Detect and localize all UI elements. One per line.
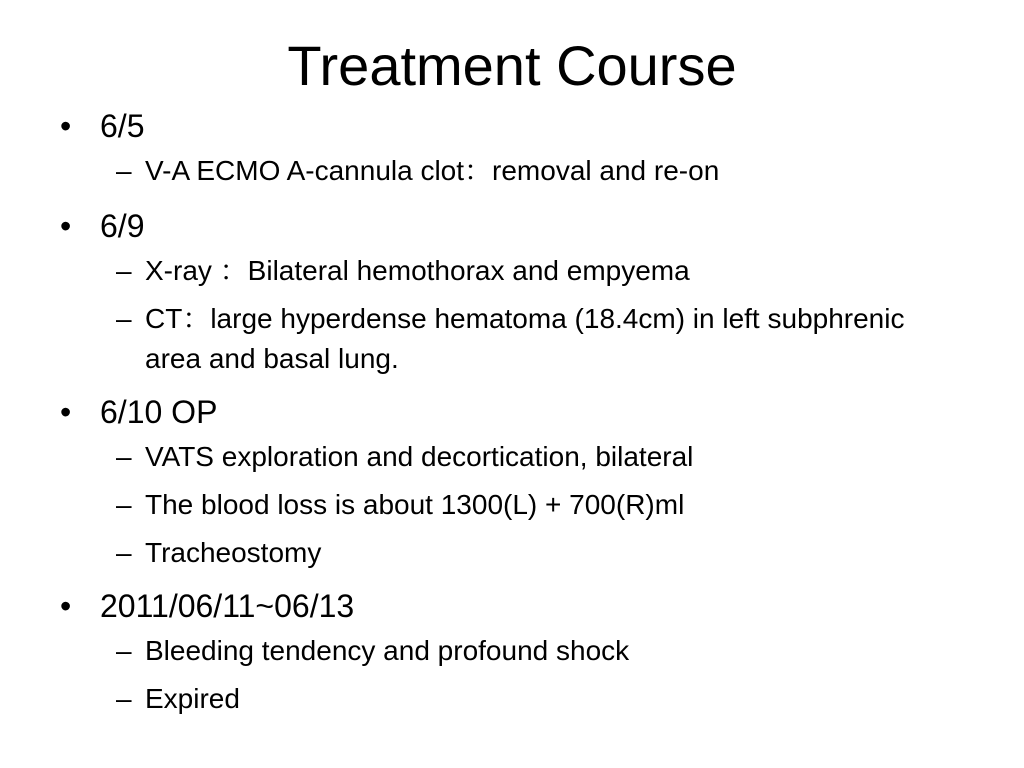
bullet-label: 2011/06/11~06/13 (100, 588, 355, 624)
bullet-label: 6/10 OP (100, 394, 218, 430)
sub-bullet-item (60, 151, 905, 191)
bullet-group-6-5 (60, 103, 960, 191)
sub-bullet-marker: – (116, 255, 132, 286)
sub-bullet-item (60, 251, 905, 291)
sub-bullet-item (60, 485, 905, 525)
sub-bullet-item (60, 437, 905, 477)
bullet-item (60, 103, 960, 149)
bullet-marker: • (60, 588, 72, 624)
sub-bullet-item (60, 631, 905, 671)
sub-bullet-marker: – (116, 635, 132, 666)
bullet-label: 6/5 (100, 108, 145, 144)
bullet-item (60, 583, 960, 629)
sub-bullet-item (60, 679, 905, 719)
sub-bullet-marker: – (116, 683, 132, 714)
sub-bullet-text: VATS exploration and decortication, bilateral (145, 441, 694, 472)
sub-bullet-text: Tracheostomy (145, 537, 322, 568)
bullet-marker: • (60, 394, 72, 430)
sub-bullet-text: CT：large hyperdense hematoma (18.4cm) in left subphrenic area and basal lung. (145, 303, 905, 374)
sub-bullet-text: V-A ECMO A-cannula clot：removal and re-on (145, 155, 720, 186)
sub-bullet-marker: – (116, 537, 132, 568)
sub-bullet-item (60, 533, 905, 573)
bullet-marker: • (60, 208, 72, 244)
sub-bullet-marker: – (116, 303, 132, 334)
bullet-list (60, 103, 960, 719)
sub-bullet-text: The blood loss is about 1300(L) + 700(R)ml (145, 489, 685, 520)
bullet-group-2011-06-11 (60, 583, 960, 719)
bullet-label: 6/9 (100, 208, 145, 244)
bullet-item (60, 203, 960, 249)
sub-bullet-text: Bleeding tendency and profound shock (145, 635, 630, 666)
bullet-group-6-9 (60, 203, 960, 379)
sub-bullet-item (60, 299, 905, 379)
sub-bullet-marker: – (116, 489, 132, 520)
sub-bullet-text: X-ray ：Bilateral hemothorax and empyema (145, 255, 690, 286)
sub-bullet-marker: – (116, 155, 132, 186)
bullet-marker: • (60, 108, 72, 144)
slide-title: Treatment Course (287, 34, 737, 97)
sub-bullet-marker: – (116, 441, 132, 472)
bullet-item (60, 389, 960, 435)
sub-bullet-text: Expired (145, 683, 240, 714)
bullet-group-6-10-op (60, 389, 960, 573)
